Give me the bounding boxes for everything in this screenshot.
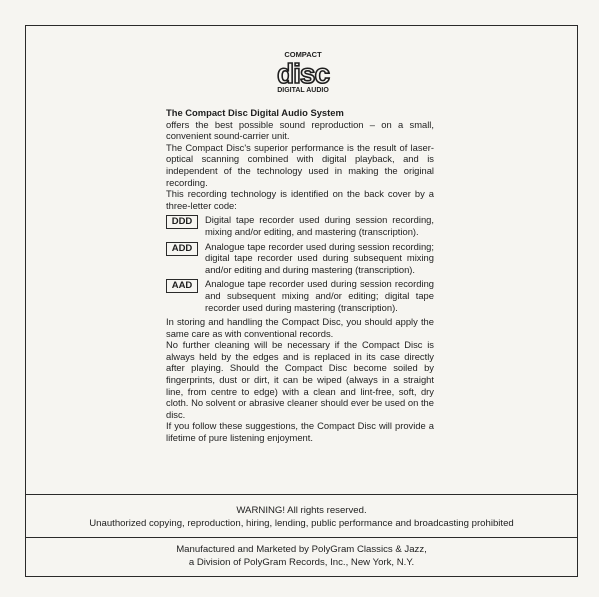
- warning-notice: [25, 505, 578, 530]
- code-badge: DDD: [166, 215, 198, 229]
- code-row-aad: [166, 278, 434, 313]
- cleaning-paragraph: No further cleaning will be necessary if the Compact Disc is always held by the edges and is replaced in its case directly after playing. Should the Compact Disc become soiled by fingerprints, dust or dirt, it can be wiped (always in a straight line, from centre to edge) with a clean and lint-free, soft, dry cloth. No solvent or abrasive cleaner should ever be used on the disc.: [166, 339, 434, 420]
- warning-line-2: Unauthorized copying, reproduction, hiring, lending, public performance and broadcasting prohibited: [89, 517, 514, 529]
- code-description: Digital tape recorder used during session recording, mixing and/or editing, and mastering (transcription).: [205, 214, 434, 237]
- code-intro-paragraph: This recording technology is identified on the back cover by a three-letter code:: [166, 188, 434, 211]
- performance-paragraph: The Compact Disc's superior performance is the result of laser-optical scanning combined with digital playback, and is independent of the technology used in making the original recording.: [166, 141, 434, 188]
- compact-disc-logo: [268, 49, 338, 95]
- section-heading: The Compact Disc Digital Audio System: [166, 107, 344, 118]
- closing-paragraph: If you follow these suggestions, the Compact Disc will provide a lifetime of pure listening enjoyment.: [166, 420, 434, 444]
- warning-line-1: WARNING! All rights reserved.: [236, 505, 367, 516]
- logo-top-text: COMPACT: [284, 50, 322, 59]
- info-text-block: [166, 107, 434, 444]
- storage-paragraph: In storing and handling the Compact Disc, you should apply the same care as with conventional records.: [166, 316, 434, 339]
- divider-top: [25, 494, 578, 495]
- code-row-add: [166, 241, 434, 276]
- intro-paragraph: offers the best possible sound reproduction – on a small, convenient sound-carrier unit.: [166, 118, 434, 142]
- manufacturer-footer: [25, 544, 578, 569]
- code-description: Analogue tape recorder used during session recording; digital tape recorder used during subsequent mixing and/or editing and during mastering (transcription).: [205, 240, 434, 275]
- code-description: Analogue tape recorder used during session recording and subsequent mixing and/or editing; digital tape recorder used during mastering (transcription).: [205, 278, 434, 313]
- code-badge: ADD: [166, 242, 198, 256]
- logo-main-text: disc: [276, 58, 330, 89]
- code-badge: AAD: [166, 279, 198, 293]
- logo-bottom-text: DIGITAL AUDIO: [277, 87, 329, 94]
- divider-bottom: [25, 537, 578, 538]
- footer-line-1: Manufactured and Marketed by PolyGram Classics & Jazz,: [176, 544, 427, 555]
- code-row-ddd: [166, 214, 434, 237]
- footer-line-2: a Division of PolyGram Records, Inc., New York, N.Y.: [188, 556, 415, 568]
